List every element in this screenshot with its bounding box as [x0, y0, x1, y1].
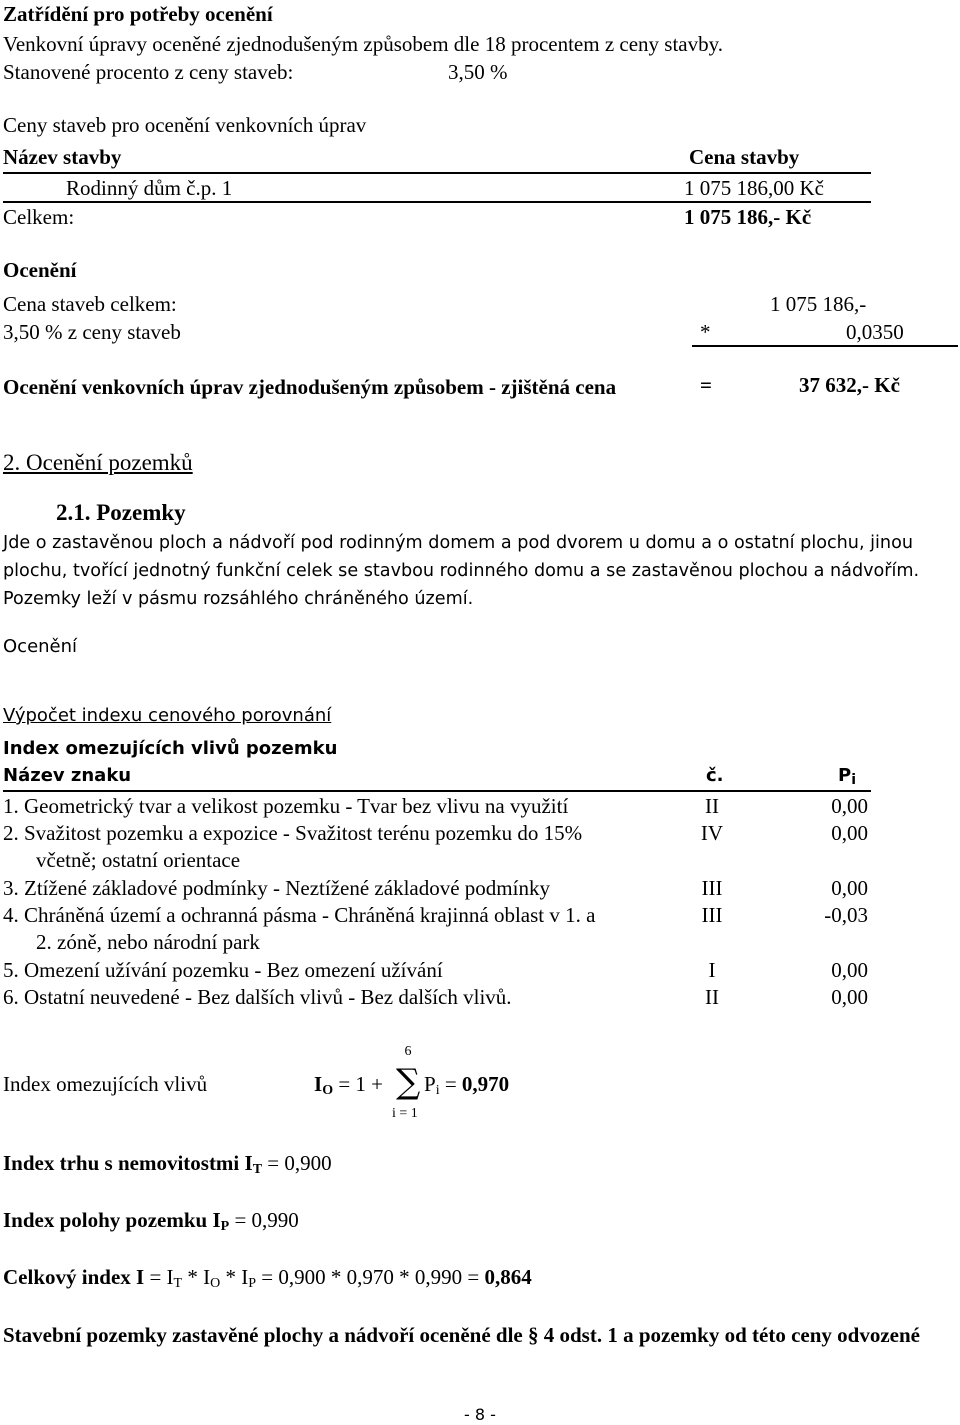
- valuation-rule: [692, 345, 958, 347]
- total-index-result: 0,864: [484, 1265, 532, 1289]
- row-code: II: [705, 794, 719, 818]
- total-expr-b-sub: O: [210, 1276, 221, 1291]
- total-expr-c: * I: [225, 1265, 249, 1289]
- row-value: 0,00: [831, 821, 868, 845]
- index-heading-text: Výpočet indexu cenového porovnání: [3, 705, 332, 726]
- total-rule: [3, 201, 871, 203]
- location-index-sub: P: [220, 1219, 230, 1234]
- row-code: III: [701, 903, 723, 927]
- land-statement: Stavební pozemky zastavěné plochy a nádvoří oceněné dle § 4 odst. 1 a pozemky od této ceny odvozené: [3, 1323, 920, 1347]
- formula-p-sub: i: [435, 1083, 440, 1098]
- row-value: 0,00: [831, 876, 868, 900]
- line-outdoor-valued: Venkovní úpravy oceněné zjednodušeným způsobem dle 18 procentem z ceny stavby.: [3, 32, 723, 56]
- formula-expression: [314, 1072, 383, 1100]
- header-rule: [3, 172, 871, 174]
- row-text: 4. Chráněná území a ochranná pásma - Chráněná krajinná oblast v 1. a: [3, 903, 596, 927]
- valuation-row2-label: 3,50 % z ceny staveb: [3, 320, 181, 344]
- formula-eq: =: [444, 1072, 457, 1096]
- heading-classification: Zatřídění pro potřeby ocenění: [3, 2, 273, 26]
- market-index-value: = 0,900: [267, 1151, 332, 1175]
- location-index-label: Index polohy pozemku I: [3, 1208, 221, 1232]
- building-row-price: 1 075 186,00 Kč: [684, 176, 824, 200]
- prices-heading: Ceny staveb pro ocenění venkovních úprav: [3, 113, 367, 137]
- formula-label: Index omezujících vlivů: [3, 1072, 208, 1096]
- market-index-label: Index trhu s nemovitostmi I: [3, 1151, 253, 1175]
- row-text-continued: včetně; ostatní orientace: [36, 848, 241, 872]
- index-subheading: Index omezujících vlivů pozemku: [3, 738, 338, 759]
- total-expr-a-sub: T: [173, 1276, 183, 1291]
- total-expr-c-sub: P: [248, 1276, 257, 1291]
- total-index-label: Celkový index I: [3, 1265, 145, 1289]
- row-text-continued: 2. zóně, nebo národní park: [36, 930, 260, 954]
- row-text: 6. Ostatní neuvedené - Bez dalších vlivů - Bez dalších vlivů.: [3, 985, 512, 1009]
- valuation-row1-value: 1 075 186,-: [770, 292, 867, 316]
- sum-lower-limit: i = 1: [392, 1106, 418, 1121]
- row-text: 5. Omezení užívání pozemku - Bez omezení užívání: [3, 958, 443, 982]
- total-label: Celkem:: [3, 205, 75, 229]
- row-code: II: [705, 985, 719, 1009]
- total-expr-d: = 0,900 * 0,970 * 0,990 =: [261, 1265, 480, 1289]
- table-header-rule: [3, 790, 871, 792]
- formula-rhs: [424, 1072, 509, 1100]
- index-heading: [3, 705, 331, 727]
- row-value: 0,00: [831, 958, 868, 982]
- valuation-row1-label: Cena staveb celkem:: [3, 292, 177, 316]
- valuation-row2-value: 0,0350: [846, 320, 904, 344]
- formula-io-sub: O: [322, 1083, 334, 1098]
- valuation-result-value: 37 632,- Kč: [799, 373, 900, 397]
- section2-paragraph: Jde o zastavěnou ploch a nádvoří pod rodinným domem a pod dvorem u domu a o ostatní plochu, jinou plochu, tvořící jednotný funkční celek se stavbou rodinného domu a se zastavěnou plochou a nádvořím. Pozemky leží v pásmu rozsáhlého chráněného území.: [3, 533, 920, 609]
- total-index: [3, 1265, 532, 1293]
- location-index: [3, 1208, 299, 1236]
- row-code: IV: [700, 821, 724, 845]
- row-text: 1. Geometrický tvar a velikost pozemku - Tvar bez vlivu na využití: [3, 794, 569, 818]
- formula-io-letter: I: [314, 1072, 323, 1096]
- table-col-p-sub: i: [851, 772, 857, 788]
- percent-value: 3,50 %: [448, 60, 508, 84]
- building-row-name: Rodinný dům č.p. 1: [66, 176, 233, 200]
- row-text: 3. Ztížené základové podmínky - Neztížené základové podmínky: [3, 876, 550, 900]
- col-building-name: Název stavby: [3, 145, 122, 169]
- row-text: 2. Svažitost pozemku a expozice - Svažitost terénu pozemku do 15%: [3, 821, 583, 845]
- formula-result: 0,970: [461, 1072, 510, 1096]
- table-col-p: [838, 765, 856, 789]
- valuation-result-operator: =: [700, 373, 712, 397]
- market-index: [3, 1151, 332, 1179]
- row-value: -0,03: [824, 903, 868, 927]
- valuation-row2-operator: *: [700, 320, 711, 344]
- row-value: 0,00: [831, 794, 868, 818]
- percent-label: Stanovené procento z ceny staveb:: [3, 60, 294, 84]
- section2-heading-text: 2. Ocenění pozemků: [3, 450, 193, 475]
- row-code: I: [708, 958, 716, 982]
- table-col-name: Název znaku: [3, 765, 132, 786]
- valuation-result-label: Ocenění venkovních úprav zjednodušeným způsobem - zjištěná cena: [3, 375, 617, 399]
- valuation-heading: Ocenění: [3, 258, 77, 282]
- total-value: 1 075 186,- Kč: [684, 205, 812, 229]
- total-expr-a: = I: [149, 1265, 174, 1289]
- section2-subheading: 2.1. Pozemky: [56, 500, 186, 525]
- table-col-no: č.: [706, 765, 724, 786]
- section2-valuation-heading: Ocenění: [3, 636, 78, 657]
- formula-eq-plus: = 1 +: [338, 1072, 384, 1096]
- row-code: III: [701, 876, 723, 900]
- col-building-price: Cena stavby: [689, 145, 800, 169]
- row-value: 0,00: [831, 985, 868, 1009]
- location-index-value: = 0,990: [234, 1208, 299, 1232]
- total-expr-b: * I: [187, 1265, 211, 1289]
- formula-p-letter: P: [424, 1072, 436, 1096]
- market-index-sub: T: [252, 1162, 263, 1177]
- sum-upper-limit: 6: [404, 1044, 412, 1059]
- table-col-p-letter: P: [838, 765, 852, 786]
- section2-heading: [3, 449, 193, 477]
- page-number: - 8 -: [464, 1405, 496, 1424]
- sigma-icon: ∑: [396, 1062, 421, 1102]
